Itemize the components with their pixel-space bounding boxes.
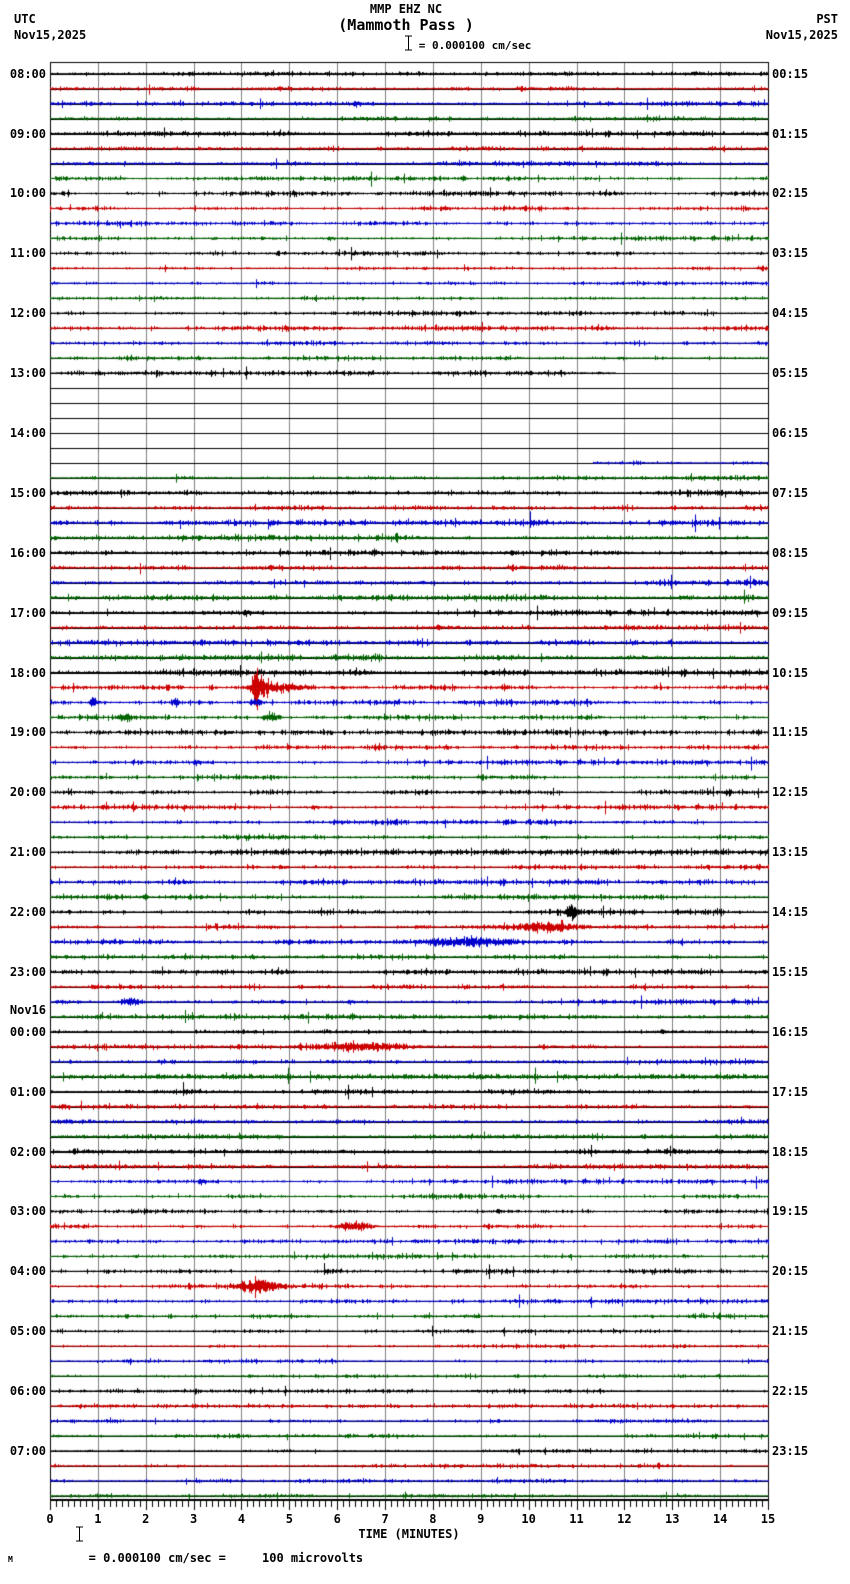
- utc-hour-label: 00:00: [9, 1024, 46, 1039]
- footer-scale-bar-icon: [17, 1507, 84, 1565]
- pst-hour-label: 05:15: [772, 366, 809, 381]
- minute-tick-label: 0: [46, 1512, 54, 1526]
- utc-hour-label: 13:00: [9, 366, 46, 381]
- utc-hour-label: 05:00: [9, 1324, 46, 1339]
- minute-tick-label: 2: [142, 1512, 150, 1526]
- pst-hour-label: 02:15: [772, 186, 809, 201]
- utc-hour-label: 18:00: [9, 665, 46, 680]
- pst-hour-label: 03:15: [772, 246, 809, 261]
- pst-hour-label: 08:15: [772, 545, 809, 560]
- minute-tick-label: 4: [237, 1512, 246, 1526]
- minute-tick-label: 10: [521, 1512, 536, 1526]
- utc-hour-label: 19:00: [9, 725, 46, 740]
- pst-hour-label: 23:15: [772, 1443, 809, 1458]
- utc-hour-label: 03:00: [9, 1204, 46, 1219]
- minute-tick-label: 12: [617, 1512, 632, 1526]
- minute-tick-label: 14: [712, 1512, 728, 1526]
- pst-hour-label: 13:15: [772, 845, 809, 860]
- pst-hour-label: 17:15: [772, 1084, 809, 1099]
- scale-text: = 0.000100 cm/sec: [418, 38, 532, 52]
- minute-tick-label: 1: [94, 1512, 102, 1526]
- pst-timezone-label: PST: [816, 12, 838, 26]
- pst-hour-label: 21:15: [772, 1324, 809, 1339]
- utc-timezone-label: UTC: [14, 12, 36, 26]
- pst-hour-label: 19:15: [772, 1204, 809, 1219]
- minute-tick-label: 9: [477, 1512, 485, 1526]
- utc-hour-label: 01:00: [9, 1084, 46, 1099]
- utc-hour-label: 15:00: [9, 485, 46, 500]
- pst-hour-label: 15:15: [772, 964, 809, 979]
- minute-tick-label: 13: [665, 1512, 680, 1526]
- amplitude-scale-legend: [346, 36, 531, 54]
- pst-hour-label: 01:15: [772, 126, 809, 141]
- pst-hour-label: 22:15: [772, 1384, 809, 1399]
- footer-text: = 0.000100 cm/sec = 100 microvolts: [88, 1551, 364, 1565]
- utc-hour-label: 20:00: [9, 785, 46, 800]
- utc-hour-label: 21:00: [9, 845, 46, 860]
- pst-hour-label: 00:15: [772, 66, 809, 81]
- utc-hour-label: 09:00: [9, 126, 46, 141]
- minute-tick-label: 8: [429, 1512, 437, 1526]
- pst-hour-label: 18:15: [772, 1144, 809, 1159]
- utc-date-label: Nov15,2025: [14, 28, 87, 42]
- minute-tick-label: 3: [189, 1512, 198, 1526]
- station-subtitle: (Mammoth Pass ): [338, 16, 474, 34]
- utc-hour-label: 16:00: [9, 545, 46, 560]
- pst-hour-label: 04:15: [772, 306, 809, 321]
- pst-hour-label: 06:15: [772, 425, 809, 440]
- pst-hour-label: 14:15: [772, 905, 809, 920]
- utc-hour-label: 22:00: [9, 905, 46, 920]
- pst-hour-label: 07:15: [772, 485, 809, 500]
- utc-hour-label: 07:00: [9, 1443, 46, 1458]
- minute-tick-label: 6: [333, 1512, 341, 1526]
- pst-hour-label: 12:15: [772, 785, 809, 800]
- station-title: MMP EHZ NC: [369, 2, 443, 16]
- utc-hour-label: 14:00: [9, 425, 46, 440]
- minute-tick-label: 5: [285, 1512, 293, 1526]
- utc-hour-label: 02:00: [9, 1144, 46, 1159]
- minute-tick-label: 11: [569, 1512, 584, 1526]
- pst-hour-label: 16:15: [772, 1024, 809, 1039]
- utc-hour-label: 06:00: [9, 1384, 46, 1399]
- utc-hour-label: 10:00: [9, 186, 46, 201]
- pst-hour-label: 09:15: [772, 605, 809, 620]
- pst-hour-label: 20:15: [772, 1264, 809, 1279]
- utc-hour-label: 23:00: [9, 964, 46, 979]
- pst-hour-label: 10:15: [772, 665, 809, 680]
- utc-hour-label: 04:00: [9, 1264, 46, 1279]
- x-axis-title: TIME (MINUTES): [358, 1527, 460, 1541]
- utc-hour-label: 08:00: [9, 66, 46, 81]
- scale-bar-icon: [346, 16, 413, 74]
- minute-tick-label: 15: [760, 1512, 776, 1526]
- minute-tick-label: 7: [381, 1512, 389, 1526]
- footer-glyph: M: [8, 1555, 13, 1564]
- footer-scale-note: [8, 1547, 363, 1565]
- utc-hour-label: 11:00: [9, 246, 46, 261]
- pst-date-label: Nov15,2025: [765, 28, 838, 42]
- utc-hour-label: 17:00: [9, 605, 46, 620]
- utc-hour-label: 12:00: [9, 306, 46, 321]
- pst-hour-label: 11:15: [772, 725, 809, 740]
- utc-date-rollover-label: Nov16: [9, 1002, 46, 1017]
